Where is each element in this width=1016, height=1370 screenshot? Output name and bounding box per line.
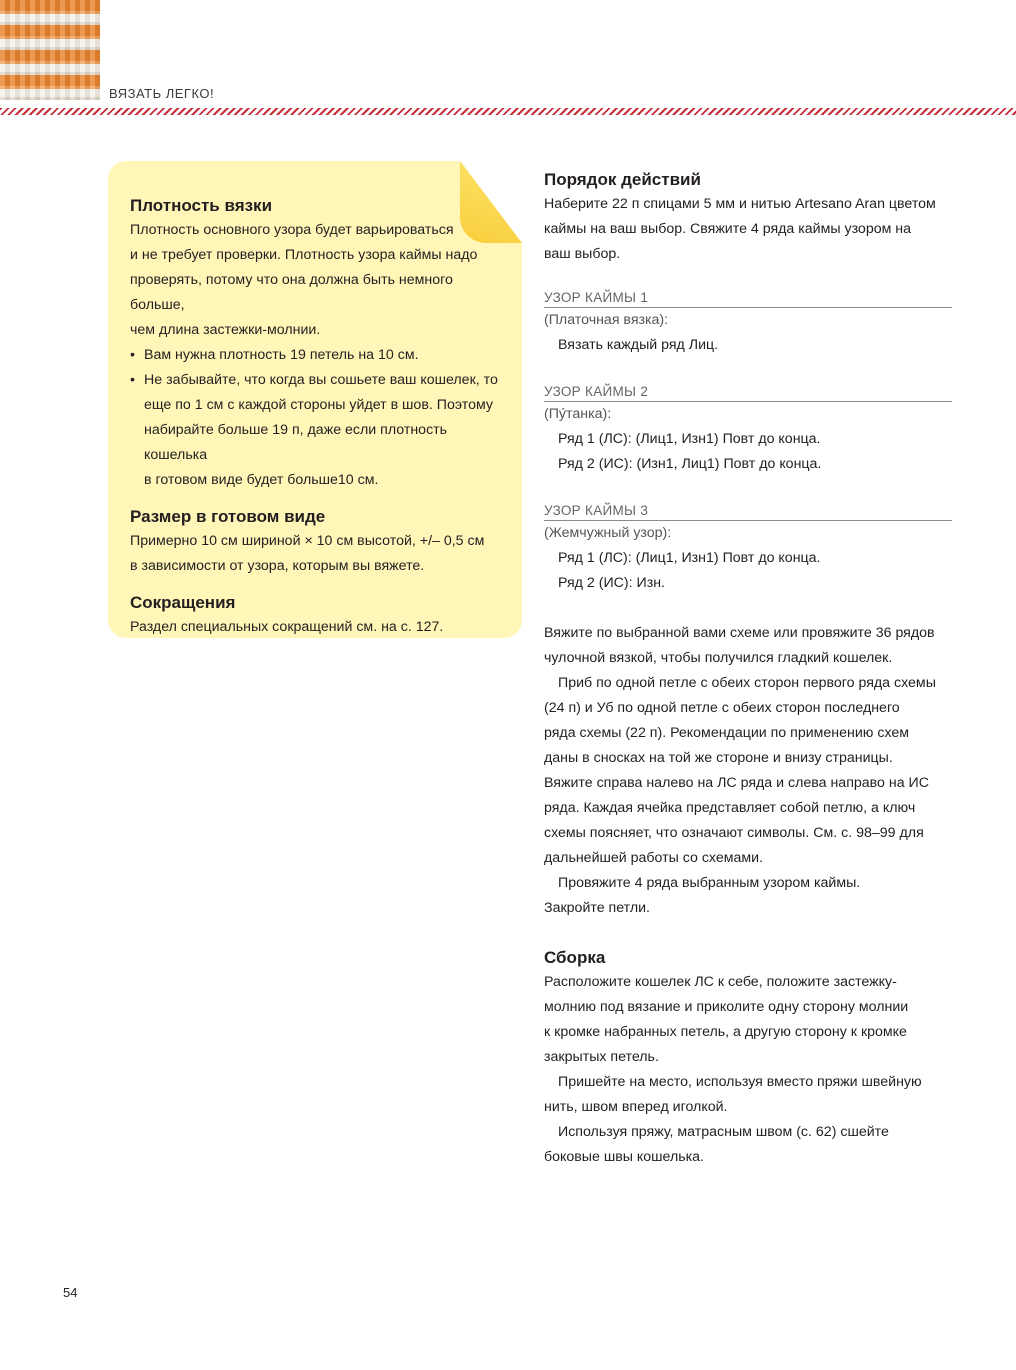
text-line: нить, швом вперед иголкой. [544, 1099, 728, 1115]
pattern-row: Ряд 2 (ИС): Изн. [558, 575, 665, 591]
text-line: набирайте больше 19 п, даже если плотность кошелька [144, 422, 448, 463]
page-number: 54 [63, 1285, 78, 1300]
text-line: проверять, потому что она должна быть немного больше, [130, 272, 453, 313]
text-line: ряда схемы (22 п). Рекомендации по применению схем [544, 725, 910, 741]
bullet-item [130, 343, 510, 368]
pattern-2-heading: УЗОР КАЙМЫ 2 [544, 383, 952, 402]
pattern-1-heading: УЗОР КАЙМЫ 1 [544, 289, 952, 308]
main-column [544, 168, 954, 1170]
text-line: Раздел специальных сокращений см. на с. 127. [130, 619, 444, 635]
steps-heading: Порядок действий [544, 170, 701, 189]
text-line: Вяжите по выбранной вами схеме или провяжите 36 рядов [544, 625, 935, 641]
text-line: Расположите кошелек ЛС к себе, положите застежку- [544, 974, 897, 990]
text-line: Используя пряжу, матрасным швом (с. 62) сшейте [558, 1124, 889, 1140]
text-line: Пришейте на место, используя вместо пряжи швейную [558, 1074, 922, 1090]
text-line: схемы поясняет, что означают символы. См. с. 98–99 для [544, 825, 924, 841]
text-line: ряда. Каждая ячейка представляет собой петлю, а ключ [544, 800, 916, 816]
text-line: дальнейшей работы со схемами. [544, 850, 764, 866]
text-line: в готовом виде будет больше10 см. [144, 472, 379, 488]
abbreviations-heading: Сокращения [130, 593, 236, 612]
text-line: • Не забывайте, что когда вы сошьете ваш кошелек, то [144, 372, 498, 388]
pattern-row: Ряд 2 (ИС): (Изн1, Лиц1) Повт до конца. [558, 456, 822, 472]
assembly-heading: Сборка [544, 948, 606, 967]
text-line: Провяжите 4 ряда выбранным узором каймы. [558, 875, 861, 891]
knitted-swatch-image [0, 0, 100, 100]
text-line: и не требует проверки. Плотность узора каймы надо [130, 247, 478, 263]
text-line: Вяжите справа налево на ЛС ряда и слева направо на ИС [544, 775, 929, 791]
text-line: в зависимости от узора, которым вы вяжете. [130, 558, 425, 574]
text-line: Примерно 10 см шириной × 10 см высотой, +/– 0,5 см [130, 533, 485, 549]
text-line: (24 п) и Уб по одной петле с обеих сторон последнего [544, 700, 900, 716]
size-heading: Размер в готовом виде [130, 507, 326, 526]
text-line: Закройте петли. [544, 900, 650, 916]
text-line: закрытых петель. [544, 1049, 659, 1065]
bullet-item [130, 368, 510, 493]
text-line: Плотность основного узора будет варьироваться [130, 222, 454, 238]
text-line: Приб по одной петле с обеих сторон первого ряда схемы [558, 675, 936, 691]
section-header: ВЯЗАТЬ ЛЕГКО! [109, 86, 215, 101]
pattern-1-name: (Платочная вязка): [544, 312, 669, 328]
text-line: чем длина застежки-молнии. [130, 322, 321, 338]
gauge-bullet-list [130, 343, 510, 493]
gauge-text [130, 218, 510, 343]
pattern-row: Ряд 1 (ЛС): (Лиц1, Изн1) Повт до конца. [558, 431, 821, 447]
text-line: к кромке набранных петель, а другую сторону к кромке [544, 1024, 907, 1040]
text-line: ваш выбор. [544, 246, 621, 262]
text-line: боковые швы кошелька. [544, 1149, 704, 1165]
text-line: Наберите 22 п спицами 5 мм и нитью Artesano Aran цветом [544, 196, 936, 212]
pattern-2-name: (Пу́танка): [544, 406, 612, 422]
pattern-row: Вязать каждый ряд Лиц. [558, 337, 719, 353]
text-line: еще по 1 см с каждой стороны уйдет в шов. Поэтому [144, 397, 493, 413]
pattern-3-name: (Жемчужный узор): [544, 525, 672, 541]
gauge-heading: Плотность вязки [130, 196, 273, 215]
text-line: даны в сносках на той же стороне и внизу страницы. [544, 750, 893, 766]
pattern-row: Ряд 1 (ЛС): (Лиц1, Изн1) Повт до конца. [558, 550, 821, 566]
text-line: каймы на ваш выбор. Свяжите 4 ряда каймы узором на [544, 221, 912, 237]
text-line: молнию под вязание и приколите одну сторону молнии [544, 999, 909, 1015]
pattern-3-heading: УЗОР КАЙМЫ 3 [544, 502, 952, 521]
stitch-divider [0, 108, 1016, 115]
text-line: чулочной вязкой, чтобы получился гладкий кошелек. [544, 650, 893, 666]
text-line: • Вам нужна плотность 19 петель на 10 см. [144, 347, 419, 363]
info-note-card [108, 161, 522, 638]
